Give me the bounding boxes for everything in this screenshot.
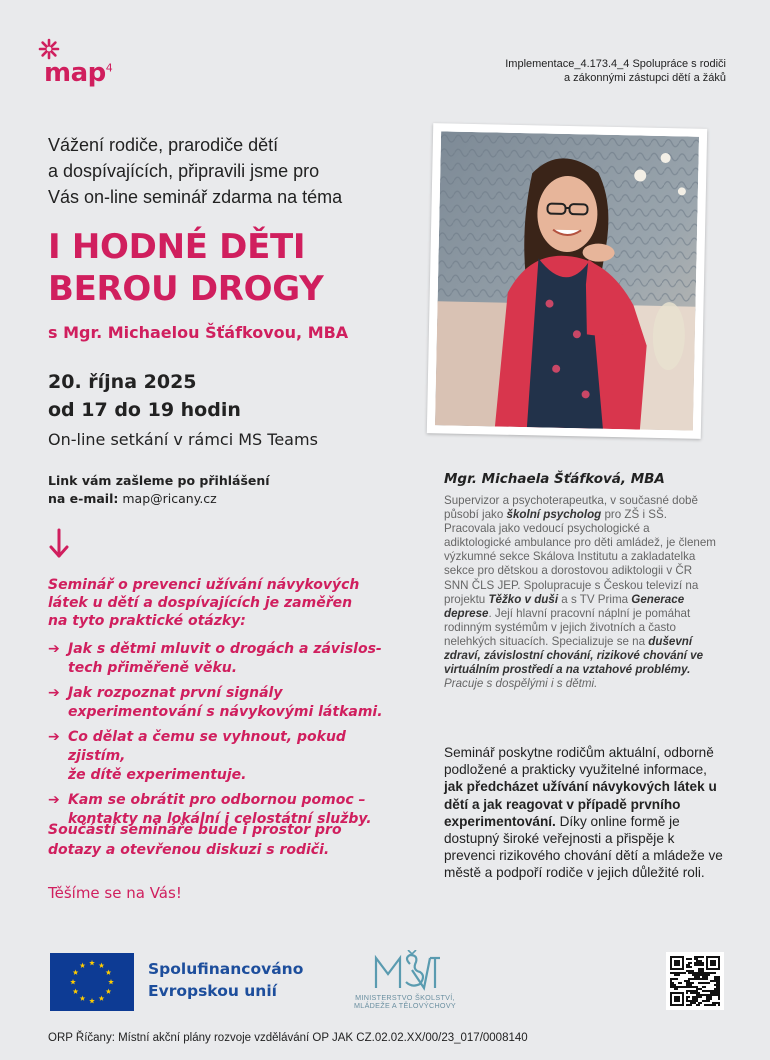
- list-item: ➔ Co dělat a čemu se vyhnout, pokud zjistím, že dítě experimentuje.: [48, 729, 346, 783]
- event-format: On-line setkání v rámci MS Teams: [48, 430, 318, 449]
- link-note: Link vám zašleme po přihlášení na e-mail: map@ricany.cz: [48, 473, 270, 506]
- speaker-bio: Supervizor a psychoterapeutka, v současné době působí jako školní psycholog pro ZŠ i SŠ. Pracovala jako vedoucí psychologické a adiktologické ambulance pro děti amládež, je členem výzkumné sekce Skálova Institutu a zakladatelka sekce pro dětskou a dorostovou adiktologii v ČR SNN ČLS JEP. Spolupracuje s Českou televizí na projektu Těžko v duši a s TV Prima Generace deprese. Její hlavní pracovní náplní je pomáhat rodinným systémům v jejich životních a často nelehkých situacích. Specializuje se na duševní zdraví, závislostní chování, rizikové chování ve virtuálním prostředí a na vztahové problémy. Pracuje s dospělými i s dětmi.: [444, 494, 716, 691]
- intro-text: Vážení rodiče, prarodiče dětí a dospívajících, připravili jsme pro Vás on-line seminář zdarma na téma: [48, 135, 343, 207]
- speaker-name: Mgr. Michaela Šťáfková, MBA: [444, 471, 665, 487]
- eu-flag-logo: [50, 953, 134, 1011]
- email-link[interactable]: map@ricany.cz: [122, 491, 217, 506]
- flower-icon: [38, 38, 60, 60]
- implementation-note: Implementace_4.173.4_4 Spolupráce s rodiči a zákonnými zástupci dětí a žáků: [505, 58, 726, 84]
- seminar-summary: Seminář poskytne rodičům aktuální, odborně podložené a prakticky využitelné informace, jak předcházet užívání návykových látek u dětí a jak reagovat v případě prvního experimentování. Díky online formě je dostupný široké veřejnosti a přispěje k prevenci rizikového chování dětí a mládeže ve městě a podpoří rodiče v jejich důležité roli.: [444, 745, 723, 881]
- questions-list: [48, 640, 408, 835]
- arrow-right-icon: ➔: [48, 641, 60, 657]
- logo-wordmark: map$^4$: [44, 58, 113, 88]
- qr-code[interactable]: [666, 952, 724, 1010]
- speaker-photo: [435, 131, 699, 430]
- msmt-logo: MINISTERSTVO ŠKOLSTVÍ, MLÁDEŽE A TĚLOVÝCHOVY: [340, 950, 470, 1016]
- arrow-down-icon: [48, 528, 70, 560]
- page-title: I HODNÉ DĚTI BEROU DROGY: [48, 227, 324, 309]
- arrow-right-icon: ➔: [48, 792, 60, 808]
- map4-logo: [38, 38, 138, 98]
- seminar-intro: Seminář o prevenci užívání návykových látek u dětí a dospívajících je zaměřen na tyto praktické otázky:: [48, 577, 360, 629]
- arrow-right-icon: ➔: [48, 685, 60, 701]
- eu-cofinancing-text: Spolufinancováno Evropskou unií: [148, 960, 304, 1000]
- list-item: ➔ Kam se obrátit pro odbornou pomoc – kontakty na lokální i celostátní služby.: [48, 792, 372, 827]
- event-datetime: 20. října 2025 od 17 do 19 hodin: [48, 371, 241, 421]
- discussion-note: Součástí semináře bude i prostor pro dotazy a otevřenou diskuzi s rodiči.: [48, 822, 342, 858]
- arrow-right-icon: ➔: [48, 729, 60, 745]
- list-item: ➔ Jak rozpoznat první signály experimentování s návykovými látkami.: [48, 685, 383, 720]
- list-item: ➔ Jak s dětmi mluvit o drogách a závislos- tech přiměřeně věku.: [48, 641, 382, 676]
- program-footer: ORP Říčany: Místní akční plány rozvoje vzdělávání OP JAK CZ.02.02.XX/00/23_017/0008140: [48, 1032, 528, 1044]
- speaker-subtitle: s Mgr. Michaelou Šťáfkovou, MBA: [48, 323, 349, 342]
- speaker-photo-frame: [427, 123, 707, 439]
- closing-text: Těšíme se na Vás!: [48, 884, 182, 902]
